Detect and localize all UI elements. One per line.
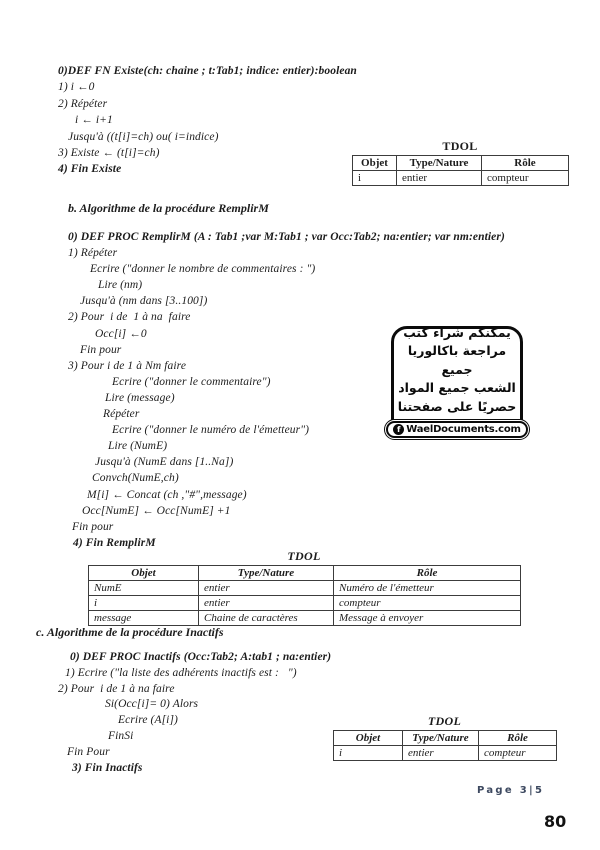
code-line: Lire (NumE) [108, 440, 168, 453]
code-line: Occ[NumE] ← Occ[NumE] +1 [82, 504, 231, 517]
facebook-icon: f [393, 424, 404, 435]
code-line: 2) Répéter [58, 97, 108, 110]
code-line: 4) Fin Existe [58, 163, 122, 176]
tdol-table-existe [352, 139, 568, 186]
column-header: Type/Nature [397, 156, 482, 171]
stamp-site-name: WaelDocuments.com [406, 424, 521, 436]
code-line: 1) Ecrire ("la liste des adhérents inactifs est : ") [65, 666, 297, 679]
column-header: Type/Nature [403, 731, 479, 746]
code-line: Occ[i] ←0 [95, 327, 147, 340]
table-cell: entier [403, 746, 479, 761]
code-line: 1) i ←0 [58, 81, 95, 94]
table-row [89, 611, 521, 626]
stamp-badge-outline [384, 419, 530, 440]
table-cell: Numéro de l'émetteur [334, 581, 521, 596]
section-b-heading: b. Algorithme de la procédure RemplirM [68, 201, 269, 215]
code-line: Jusqu'à (nm dans [3..100]) [80, 295, 208, 308]
code-line: Fin Pour [67, 745, 110, 758]
algorithm-existe [58, 63, 357, 178]
tdol-table [333, 730, 557, 761]
column-header: Objet [334, 731, 403, 746]
code-line: Ecrire ("donner le numéro de l'émetteur") [112, 424, 310, 437]
code-line: Si(Occ[i]= 0) Alors [105, 698, 199, 711]
column-header: Objet [89, 566, 199, 581]
table-title: TDOL [287, 549, 321, 563]
code-line: i ← i+1 [75, 114, 113, 127]
code-line: Convch(NumE,ch) [92, 472, 179, 485]
tdol-table-remplirm [88, 549, 520, 626]
table-header-row [334, 731, 557, 746]
table-cell: i [334, 746, 403, 761]
table-row [353, 171, 569, 186]
code-line: 2) Pour i de 1 à na faire [58, 682, 175, 695]
code-line: 0) DEF PROC RemplirM (A : Tab1 ;var M:Tab1 ; var Occ:Tab2; na:entier; var nm:entier) [68, 231, 505, 243]
tdol-table [352, 155, 569, 186]
code-line: FinSi [108, 729, 134, 742]
table-cell: message [89, 611, 199, 626]
table-cell: i [89, 596, 199, 611]
code-line: Fin pour [72, 520, 114, 533]
stamp-text-line: الشعب جميع المواد [398, 380, 516, 396]
table-cell: compteur [482, 171, 569, 186]
column-header: Rôle [479, 731, 557, 746]
stamp-badge [386, 421, 528, 438]
column-header: Rôle [334, 566, 521, 581]
code-line: 3) Existe ← (t[i]=ch) [58, 146, 160, 159]
table-cell: entier [397, 171, 482, 186]
code-line: 0)DEF FN Existe(ch: chaine ; t:Tab1; indice: entier):boolean [58, 65, 357, 77]
table-cell: compteur [334, 596, 521, 611]
table-title: TDOL [427, 714, 462, 728]
code-line: 4) Fin RemplirM [73, 536, 156, 549]
code-line: 2) Pour i de 1 à na faire [68, 311, 191, 324]
code-line: Ecrire ("donner le commentaire") [112, 375, 271, 388]
stamp-text-line: حصريًا على صفحتنا [397, 398, 517, 414]
code-line: 0) DEF PROC Inactifs (Occ:Tab2; A:tab1 ; na:entier) [70, 651, 332, 663]
code-line: 1) Répéter [68, 247, 118, 260]
table-header-row [353, 156, 569, 171]
table-cell: i [353, 171, 397, 186]
code-line: Ecrire ("donner le nombre de commentaires : ") [90, 263, 316, 276]
table-row [89, 596, 521, 611]
page-label: Page 3|5 [477, 785, 545, 796]
table-cell: NumE [89, 581, 199, 596]
code-line: Jusqu'à ((t[i]=ch) ou( i=indice) [68, 130, 219, 143]
code-line: Fin pour [80, 343, 122, 356]
table-title: TDOL [442, 139, 478, 153]
table-cell: Chaine de caractères [199, 611, 334, 626]
section-c-heading: c. Algorithme de la procédure Inactifs [36, 625, 224, 639]
tdol-table [88, 565, 521, 626]
column-header: Objet [353, 156, 397, 171]
code-line: Jusqu'à (NumE dans [1..Na]) [95, 456, 234, 469]
watermark-stamp [391, 326, 523, 439]
table-cell: entier [199, 581, 334, 596]
stamp-arabic-text [396, 324, 518, 417]
code-line: Lire (message) [105, 391, 175, 404]
code-line: Lire (nm) [98, 279, 143, 292]
code-line: M[i] ← Concat (ch ,"#",message) [87, 488, 247, 501]
table-cell: Message à envoyer [334, 611, 521, 626]
table-cell: entier [199, 596, 334, 611]
column-header: Type/Nature [199, 566, 334, 581]
page-number: 80 [544, 812, 567, 831]
stamp-text-line: مراجعة باكالوريا جميع [407, 343, 507, 377]
code-line: 3) Fin Inactifs [72, 761, 143, 774]
table-cell: compteur [479, 746, 557, 761]
table-row [89, 581, 521, 596]
table-header-row [89, 566, 521, 581]
code-line: Répéter [103, 408, 140, 421]
code-line: Ecrire (A[i]) [118, 714, 178, 727]
code-line: 3) Pour i de 1 à Nm faire [68, 359, 187, 372]
table-row [334, 746, 557, 761]
stamp-text-line: يمكنكم شراء كتب [403, 324, 511, 340]
column-header: Rôle [482, 156, 569, 171]
tdol-table-inactifs [333, 714, 556, 761]
algorithm-inactifs [58, 650, 331, 776]
